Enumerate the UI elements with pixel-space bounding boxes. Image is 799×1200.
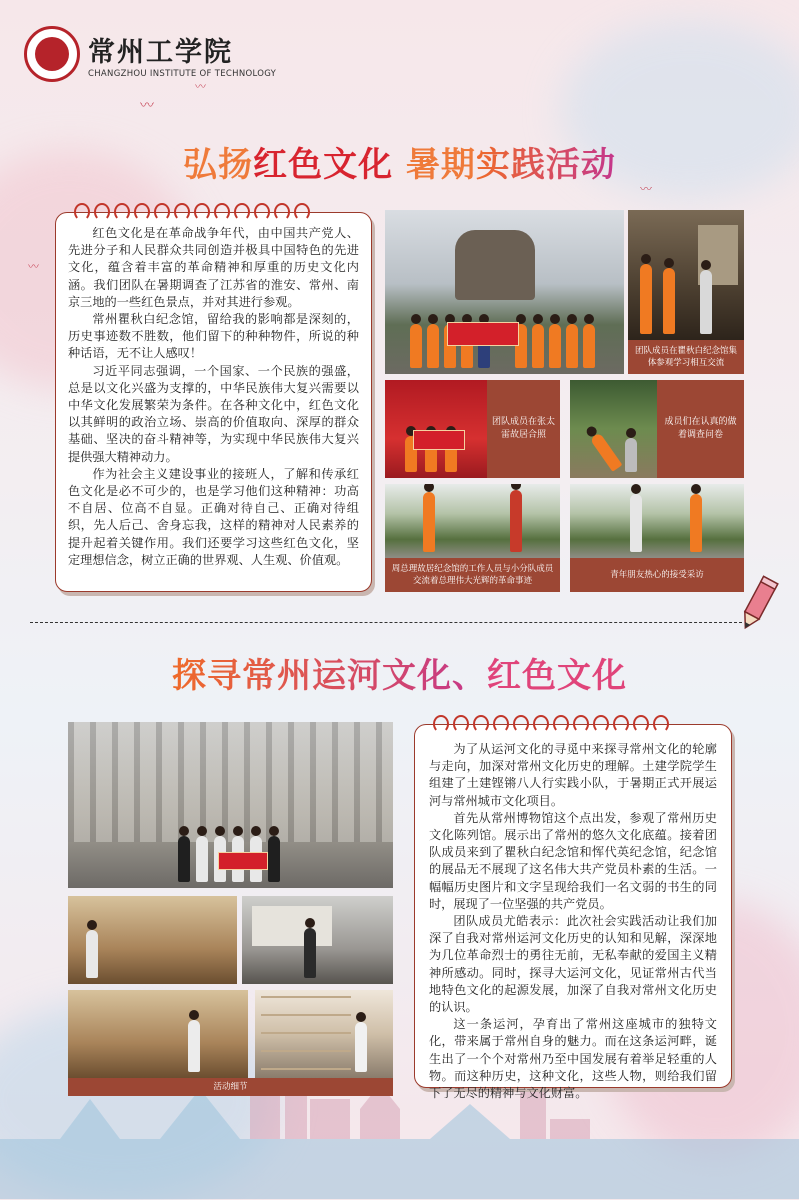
school-seal-icon <box>24 26 80 82</box>
bird-icon: 〰 <box>195 80 206 93</box>
caption-zhou-residence-staff: 周总理故居纪念馆的工作人员与小分队成员交流着总理伟大光辉的革命事迹 <box>385 558 560 592</box>
school-name-cn: 常州工学院 <box>88 36 233 68</box>
school-logo <box>24 26 276 82</box>
caption-zhang-taile-residence: 团队成员在张太雷故居合照 <box>487 380 560 478</box>
photo-zhou-residence-staff <box>385 484 560 558</box>
photo-history-gallery <box>242 896 393 984</box>
section1-paragraph: 常州瞿秋白纪念馆，留给我的影响都是深刻的，历史事迹数不胜数，他们留下的种种物件，所说的种种话语，无不让人感叹！ <box>68 312 359 361</box>
photo-zhang-taile-residence <box>385 380 487 478</box>
photo-exhibit-display <box>68 896 237 984</box>
section-divider <box>30 622 742 623</box>
bird-icon: 〰 <box>140 98 154 114</box>
section2-title: 探寻常州运河文化、红色文化 <box>172 656 627 696</box>
school-name-en: CHANGZHOU INSTITUTE OF TECHNOLOGY <box>88 68 277 79</box>
bird-icon: 〰 <box>28 260 39 273</box>
section1-text-card <box>55 212 372 592</box>
binder-rings <box>74 203 310 221</box>
caption-youth-interview: 青年朋友热心的接受采访 <box>570 558 744 592</box>
section1-paragraph: 作为社会主义建设事业的接班人，了解和传承红色文化是必不可少的，也是学习他们这种精神：功高不自居、位高不自显。正确对待自己、正确对待组织，先人后己、舍身忘我，这样的精神对人民素养的提升起着关键作用。我们还要学习这些红色文化，坚定理想信念，树立正确的世界观、人生观、价值观。 <box>68 466 359 567</box>
photo-changzhou-museum <box>68 722 393 888</box>
photo-shelf-exhibit <box>255 990 393 1078</box>
section1-title: 弘扬红色文化 暑期实践活动 <box>183 145 616 185</box>
caption-activity-details: 活动细节 <box>68 1078 393 1096</box>
section2-text-card <box>414 724 732 1101</box>
caption-survey: 成员们在认真的做着调查问卷 <box>657 380 744 478</box>
binder-rings <box>433 715 669 733</box>
caption-memorial-visit: 团队成员在瞿秋白纪念馆集体参观学习相互交流 <box>628 340 744 374</box>
section1-paragraph: 习近平同志强调，一个国家、一个民族的强盛，总是以文化兴盛为支撑的，中华民族伟大复兴需要以中华文化发展繁荣为条件。在各种文化中，红色文化以其鲜明的政治立场、崇高的价值取向、深厚的群众基础、坚决的奋斗精神等，为实现中华民族伟大复兴提供强大精神动力。 <box>68 363 359 464</box>
section2-paragraph: 为了从运河文化的寻觅中来探寻常州文化的轮廓与走向，加深对常州文化历史的理解。土建学院学生组建了土建铿锵八人行实践小队，于暑期正式开展运河与常州城市文化项目。 <box>429 742 717 808</box>
bird-icon: 〰 <box>640 182 653 196</box>
section2-paragraph: 团队成员尤皓表示：此次社会实践活动让我们加深了自我对常州运河文化历史的认知和见解，深深地为几位革命烈士的勇往无前，无私奉献的爱国主义精神所感动。同时，探寻大运河文化，见证常州古代当地特色文化的起源发展，加深了自我对常州文化历史的认识。 <box>429 914 717 1015</box>
photo-memorial-visit <box>628 210 744 340</box>
photo-diorama <box>68 990 248 1078</box>
photo-survey <box>570 380 657 478</box>
photo-youth-interview <box>570 484 744 558</box>
section2-paragraph: 首先从常州博物馆这个点出发，参观了常州历史文化陈列馆。展示出了常州的悠久文化底蕴。接着团队成员来到了瞿秋白纪念馆和恽代英纪念馆，纪念馆的展品无不展现了这名伟大共产党员朴素的生活。一幅幅历史图片和文字呈现给我们一名文弱的书生的同时，展现了一位坚强的共产党员。 <box>429 810 717 911</box>
section1-paragraph: 红色文化是在革命战争年代，由中国共产党人、先进分子和人民群众共同创造并极具中国特色的先进文化，蕴含着丰富的革命精神和厚重的历史文化内涵。我们团队在暑期调查了江苏省的淮安、常州、南京三地的一些红色景点，并对其进行参观。 <box>68 226 359 309</box>
section2-paragraph: 这一条运河，孕育出了常州这座城市的独特文化，带来属于常州自身的魅力。而在这条运河畔，诞生出了一个个对常州乃至中国发展有着举足轻重的人物。而这种历史，这种文化，这些人物，则给我们留下了无尽的精神与文化财富。 <box>429 1017 717 1101</box>
photo-group-statue <box>385 210 624 374</box>
